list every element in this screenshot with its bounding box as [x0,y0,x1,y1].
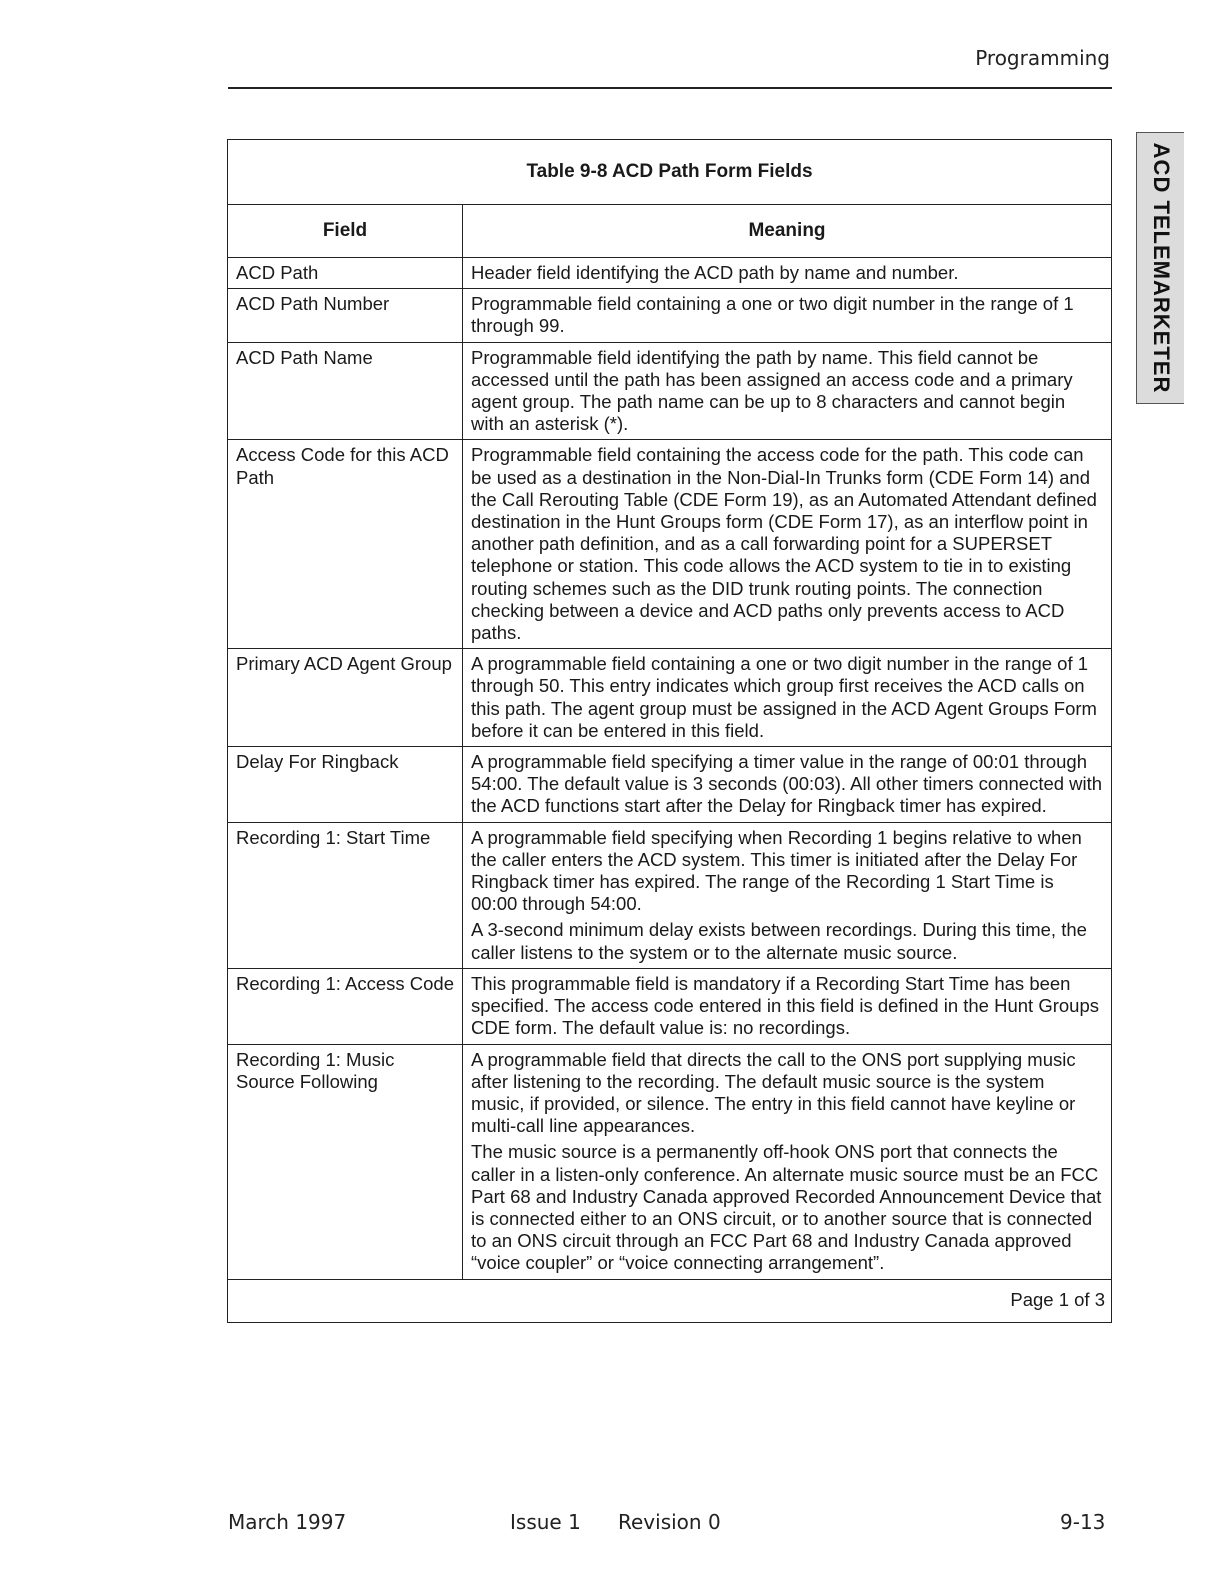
meaning-paragraph: Programmable field containing the access code for the path. This code can be used as a destination in the Non-Dial-In Trunks form (CDE Form 14) and the Call Rerouting Table (CDE Form 19), as an Automated Attendant defined destination in the Hunt Groups form (CDE Form 17), as an interflow point in another path definition, and as a call forwarding point for a SUPERSET telephone or station. This code allows the ACD system to tie in to existing routing schemes such as the DID trunk routing points. The connection checking between a device and ACD paths only prevents access to ACD paths. [471,444,1097,644]
table-caption: Table 9-8 ACD Path Form Fields [228,140,1112,205]
field-meaning-cell [463,1044,1112,1279]
footer-issue: Issue 1 [510,1510,581,1534]
section-tab-label: ACD TELEMARKETER [1148,142,1174,394]
footer-page-number: 9-13 [1060,1510,1106,1534]
field-meaning-cell [463,342,1112,440]
table-body [228,258,1112,1280]
meaning-paragraph: A programmable field specifying a timer value in the range of 00:01 through 54:00. The default value is 3 seconds (00:03). All other timers connected with the ACD functions start after the Delay for Ringback timer has expired. [471,751,1103,817]
field-meaning-cell [463,258,1112,289]
meaning-paragraph: A programmable field that directs the call to the ONS port supplying music after listening to the recording. The default music source is the system music, if provided, or silence. The entry in this field cannot have keyline or multi-call line appearances. [471,1048,1076,1137]
field-meaning-cell [463,968,1112,1044]
table-row [228,289,1112,342]
field-name-cell: Access Code for this ACD Path [228,440,463,649]
table-row [228,968,1112,1044]
field-meaning-cell [463,289,1112,342]
field-meaning-cell [463,649,1112,747]
field-name-cell: Delay For Ringback [228,747,463,823]
meaning-paragraph: A programmable field containing a one or two digit number in the range of 1 through 50. This entry indicates which group first receives the ACD calls on this path. The agent group must be assigned in the ACD Agent Groups Form before it can be entered in this field. [471,653,1097,741]
field-name-cell: Primary ACD Agent Group [228,649,463,747]
table-row [228,822,1112,968]
field-name-cell: Recording 1: Music Source Following [228,1044,463,1279]
table-page-indicator: Page 1 of 3 [228,1279,1112,1322]
meaning-paragraph: Programmable field identifying the path by name. This field cannot be accessed until the path has been assigned an access code and a primary agent group. The path name can be up to 8 characters and cannot begin with an asterisk (*). [471,346,1073,435]
column-header-field: Field [228,205,463,258]
field-meaning-cell [463,822,1112,968]
field-name-cell: ACD Path Name [228,342,463,440]
meaning-paragraph: A 3-second minimum delay exists between recordings. During this time, the caller listens to the system or to the alternate music source. [471,919,1087,963]
field-name-cell: ACD Path Number [228,289,463,342]
table-row [228,1044,1112,1279]
meaning-paragraph: A programmable field specifying when Recording 1 begins relative to when the caller enters the ACD system. This timer is initiated after the Delay For Ringback timer has expired. The range of the Recording 1 Start Time is 00:00 through 54:00. [471,826,1082,915]
meaning-paragraph: Header field identifying the ACD path by name and number. [471,262,959,283]
footer-revision: Revision 0 [618,1510,721,1534]
meaning-paragraph: Programmable field containing a one or two digit number in the range of 1 through 99. [471,293,1074,337]
field-meaning-cell [463,440,1112,649]
table-row [228,649,1112,747]
table-row [228,258,1112,289]
acd-path-fields-table [227,139,1112,1323]
field-name-cell: Recording 1: Start Time [228,822,463,968]
table-row [228,342,1112,440]
footer-date: March 1997 [228,1510,347,1534]
table-row [228,440,1112,649]
meaning-paragraph: This programmable field is mandatory if a Recording Start Time has been specified. The access code entered in this field is defined in the Hunt Groups CDE form. The default value is: no recordings. [471,972,1099,1039]
meaning-paragraph: The music source is a permanently off-hook ONS port that connects the caller in a listen-only conference. An alternate music source must be an FCC Part 68 and Industry Canada approved Recorded Announcement Device that is connected either to an ONS circuit, or to another source that is connected to an ONS circuit through an FCC Part 68 and Industry Canada approved “voice coupler” or “voice connecting arrangement”. [471,1141,1102,1274]
header-rule [228,87,1112,89]
section-tab [1136,132,1184,404]
column-header-meaning: Meaning [463,205,1112,258]
field-meaning-cell [463,747,1112,823]
running-header: Programming [975,46,1110,70]
field-name-cell: Recording 1: Access Code [228,968,463,1044]
table-row [228,747,1112,823]
field-name-cell: ACD Path [228,258,463,289]
